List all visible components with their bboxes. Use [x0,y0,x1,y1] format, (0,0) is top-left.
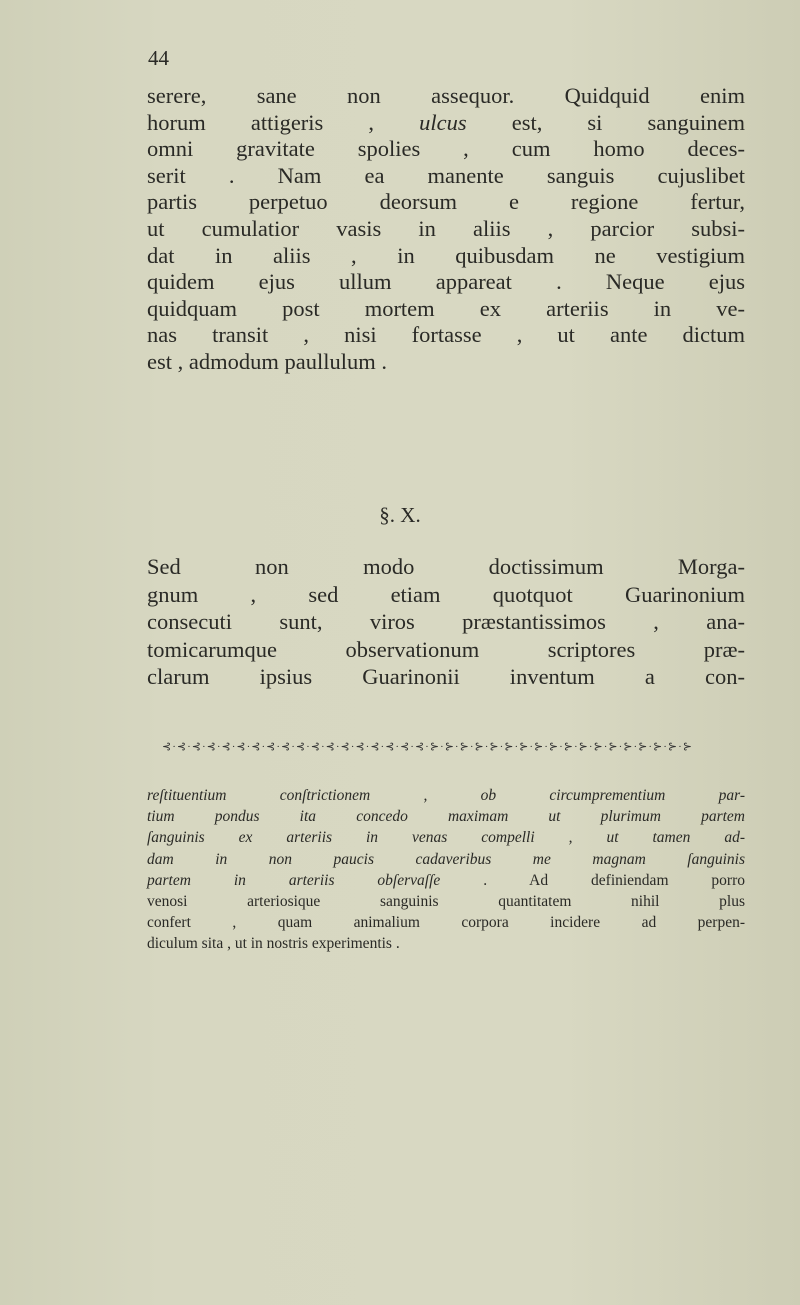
text-line: Sed non modo doctissimum Morga- [147,554,745,579]
text-line: quidem ejus ullum appareat . Neque ejus [147,269,745,295]
text-line: serere, sane non assequor. Quidquid enim [147,83,745,108]
text-line [147,110,745,137]
footnote-italic-part: partem in arteriis obſervaſſe [147,871,441,889]
section-heading: §. X. [379,503,421,527]
text-line: serit . Nam ea manente sanguis cujuslibet [147,162,745,188]
paragraph-1 [147,83,745,376]
text-line: est , admodum paullulum . [147,348,387,374]
text-line: ut cumulatior vasis in aliis , parcior subsi- [147,215,745,241]
text-line: tomicarumque observationum scriptores præ- [147,636,745,662]
text-line: omni gravitate spolies , cum homo deces- [147,136,745,162]
ornamental-rule: ⊰·⊰·⊰·⊰·⊰·⊰·⊰·⊰·⊰·⊰·⊰·⊰·⊰·⊰·⊰·⊰·⊰·⊰·⊱·⊱·⊱·⊱·⊱·⊱·⊱·⊱·⊱·⊱·⊱·⊱·⊱·⊱·⊱·⊱·⊱·⊱ [162,741,694,753]
footnote [147,785,745,955]
text-segment-italic: ulcus [419,109,467,135]
footnote-line: venosi arteriosique sanguinis quantitatem nihil plus [147,892,745,910]
text-line: clarum ipsius Guarinonii inventum a con- [147,664,745,690]
text-line: nas transit , nisi fortasse , ut ante dictum [147,322,745,348]
text-line: gnum , sed etiam quotquot Guarinonium [147,581,745,607]
footnote-line [147,870,745,891]
footnote-line: diculum sita , ut in nostris experimentis . [147,935,400,953]
text-segment: est, si sanguinem [466,109,745,135]
footnote-line: ſanguinis ex arteriis in venas compelli , ut tamen ad- [147,829,745,847]
text-line: consecuti sunt, viros præstantissimos , ana- [147,609,745,635]
text-line: dat in aliis , in quibusdam ne vestigium [147,242,745,268]
footnote-roman-part: . Ad definiendam porro [440,871,746,889]
footnote-line: confert , quam animalium corpora incidere ad perpen- [147,914,745,932]
text-line: partis perpetuo deorsum e regione fertur, [147,189,745,215]
footnote-line: tium pondus ita concedo maximam ut plurimum partem [147,808,745,826]
paragraph-2 [147,553,745,691]
footnote-line: dam in non paucis cadaveribus me magnam ſanguinis [147,850,745,868]
text-line: quidquam post mortem ex arteriis in ve- [147,295,745,321]
page-number: 44 [148,46,169,70]
footnote-line: reſtituentium conſtrictionem , ob circumprementium par- [147,787,745,804]
text-segment: horum attigeris , [147,109,420,135]
